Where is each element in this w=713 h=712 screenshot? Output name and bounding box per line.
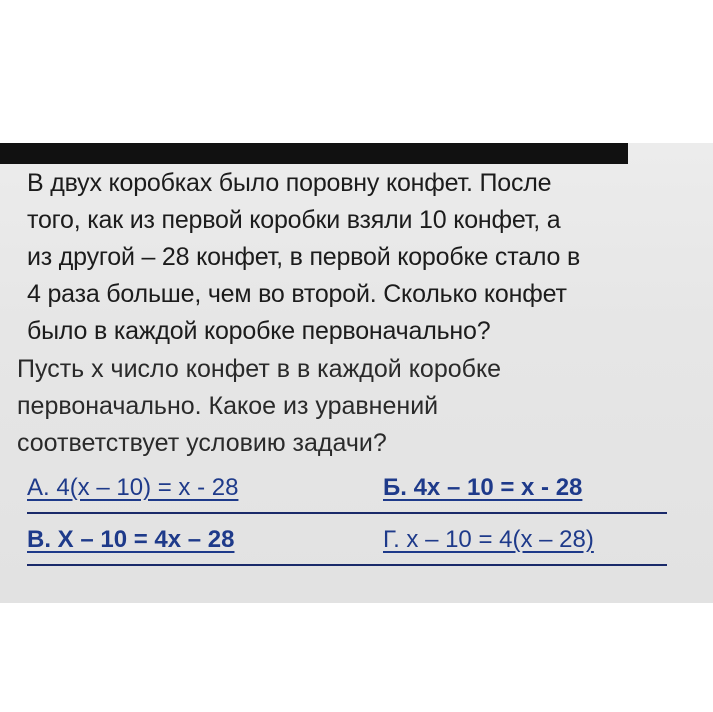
answer-row-2 bbox=[27, 520, 667, 566]
problem-photo bbox=[0, 143, 713, 603]
top-dark-bar bbox=[0, 143, 628, 164]
answer-options bbox=[27, 468, 667, 572]
answer-option-b[interactable]: Б. 4х – 10 = х - 28 bbox=[383, 474, 583, 501]
answer-row-1 bbox=[27, 468, 667, 514]
answer-option-g[interactable]: Г. х – 10 = 4(х – 28) bbox=[383, 526, 594, 553]
answer-option-v[interactable]: В. Х – 10 = 4х – 28 bbox=[27, 526, 235, 553]
question-text: Пусть х число конфет в в каждой коробке первоначально. Какое из уравнений соответствует условию задачи? bbox=[17, 355, 502, 457]
problem-statement: В двух коробках было поровну конфет. После того, как из первой коробки взяли 10 конфет, а из другой – 28 конфет, в первой коробке стало в 4 раза больше, чем во второй. Сколько конфет было в каждой коробке первоначально? bbox=[27, 169, 581, 345]
answer-option-a[interactable]: А. 4(х – 10) = х - 28 bbox=[27, 474, 239, 501]
